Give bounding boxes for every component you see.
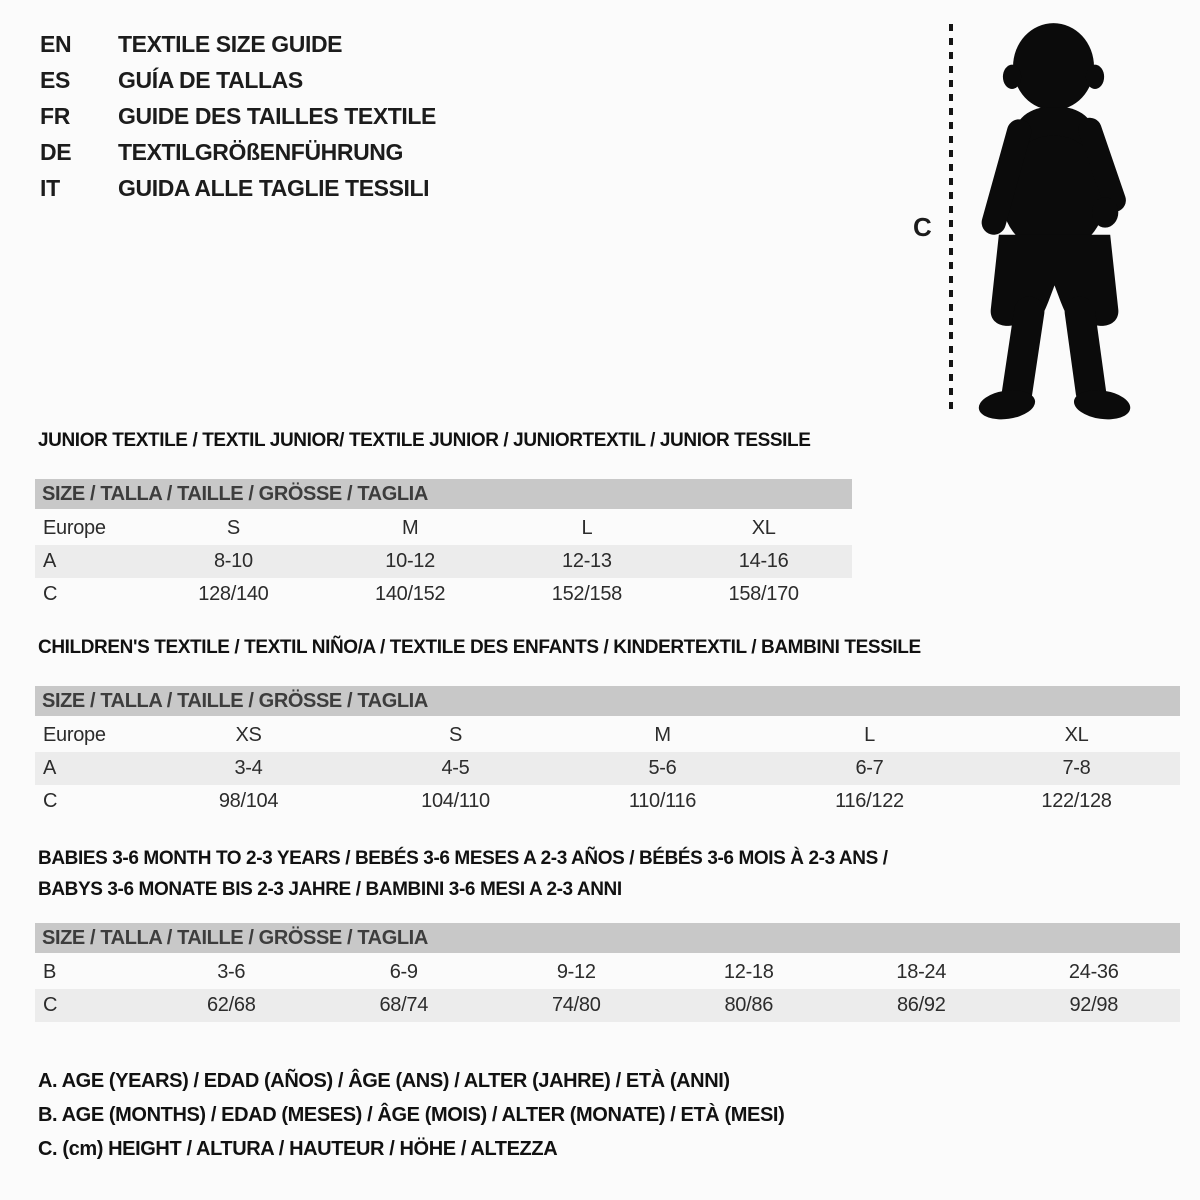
table-cell: 14-16 bbox=[675, 545, 852, 578]
table-cell: 110/116 bbox=[628, 790, 697, 812]
language-row bbox=[40, 26, 436, 62]
table-cell: 7-8 bbox=[973, 752, 1180, 785]
table-cell: 86/92 bbox=[835, 989, 1008, 1022]
language-title: GUIDE DES TAILLES TEXTILE bbox=[118, 102, 436, 129]
language-title: GUIDA ALLE TAGLIE TESSILI bbox=[118, 174, 430, 201]
row-label: C bbox=[35, 989, 145, 1022]
table-cell: XS bbox=[235, 724, 262, 746]
legend-line-b: B. AGE (MONTHS) / EDAD (MESES) / ÂGE (MOIS) / ALTER (MONATE) / ETÀ (MESI) bbox=[38, 1104, 785, 1126]
table-cell: M bbox=[401, 517, 419, 539]
table-cell: 12-18 bbox=[723, 961, 774, 983]
table-row bbox=[35, 785, 1180, 818]
junior-size-header-bar: SIZE / TALLA / TAILLE / GRÖSSE / TAGLIA bbox=[35, 479, 852, 509]
language-row bbox=[40, 98, 436, 134]
babies-section-title bbox=[38, 843, 1180, 905]
junior-textile-section bbox=[35, 430, 852, 611]
table-cell: 92/98 bbox=[1008, 989, 1181, 1022]
table-cell: XL bbox=[1064, 724, 1089, 746]
language-row bbox=[40, 62, 436, 98]
language-title: TEXTILGRÖßENFÜHRUNG bbox=[118, 138, 403, 165]
junior-section-title: JUNIOR TEXTILE / TEXTIL JUNIOR/ TEXTILE JUNIOR / JUNIORTEXTIL / JUNIOR TESSILE bbox=[38, 430, 811, 451]
table-row bbox=[35, 545, 852, 578]
table-cell: M bbox=[654, 724, 671, 746]
table-cell: 18-24 bbox=[896, 961, 947, 983]
language-code: DE bbox=[40, 138, 72, 165]
table-cell: 6-7 bbox=[766, 752, 973, 785]
children-size-header-bar: SIZE / TALLA / TAILLE / GRÖSSE / TAGLIA bbox=[35, 686, 1180, 716]
language-code: IT bbox=[40, 174, 60, 201]
row-label: Europe bbox=[43, 724, 106, 746]
table-cell: 24-36 bbox=[1068, 961, 1119, 983]
table-cell: S bbox=[448, 724, 463, 746]
table-cell: 6-9 bbox=[389, 961, 418, 983]
legend-line-a: A. AGE (YEARS) / EDAD (AÑOS) / ÂGE (ANS) / ALTER (JAHRE) / ETÀ (ANNI) bbox=[38, 1070, 730, 1092]
legend-line-c: C. (cm) HEIGHT / ALTURA / HAUTEUR / HÖHE / ALTEZZA bbox=[38, 1138, 558, 1160]
language-title: TEXTILE SIZE GUIDE bbox=[118, 30, 343, 57]
table-row bbox=[35, 752, 1180, 785]
table-cell: 3-6 bbox=[217, 961, 246, 983]
row-label: A bbox=[35, 752, 145, 785]
table-cell: 8-10 bbox=[145, 545, 322, 578]
table-cell: 152/158 bbox=[551, 583, 622, 605]
measurement-legend bbox=[38, 1064, 784, 1166]
table-row bbox=[35, 956, 1180, 989]
table-cell: 12-13 bbox=[499, 545, 676, 578]
height-dashed-line bbox=[949, 24, 953, 416]
babies-title-line2: BABYS 3-6 MONATE BIS 2-3 JAHRE / BAMBINI 3-6 MESI A 2-3 ANNI bbox=[38, 879, 622, 900]
table-cell: 158/170 bbox=[728, 583, 799, 605]
table-cell: L bbox=[581, 517, 593, 539]
table-cell: 3-4 bbox=[145, 752, 352, 785]
babies-title-line1: BABIES 3-6 MONTH TO 2-3 YEARS / BEBÉS 3-6 MESES A 2-3 AÑOS / BÉBÉS 3-6 MOIS À 2-3 ANS / bbox=[38, 848, 888, 869]
children-textile-section bbox=[35, 637, 1180, 818]
language-list bbox=[40, 26, 436, 206]
language-row bbox=[40, 134, 436, 170]
babies-size-table bbox=[35, 956, 1180, 1022]
language-row bbox=[40, 170, 436, 206]
table-cell: 9-12 bbox=[556, 961, 596, 983]
table-cell: 128/140 bbox=[198, 583, 269, 605]
baby-silhouette-icon bbox=[960, 10, 1145, 430]
table-cell: 74/80 bbox=[490, 989, 663, 1022]
table-cell: XL bbox=[751, 517, 776, 539]
babies-textile-section bbox=[35, 843, 1180, 1022]
table-cell: 104/110 bbox=[421, 790, 490, 812]
row-label: C bbox=[43, 583, 58, 605]
table-cell: 98/104 bbox=[218, 790, 279, 812]
table-cell: S bbox=[226, 517, 240, 539]
height-measure-label: C bbox=[913, 212, 932, 242]
table-row bbox=[35, 719, 1180, 752]
row-label: C bbox=[43, 790, 58, 812]
table-cell: 116/122 bbox=[835, 790, 904, 812]
junior-size-table bbox=[35, 512, 852, 611]
table-row bbox=[35, 578, 852, 611]
language-code: FR bbox=[40, 102, 71, 129]
table-cell: L bbox=[864, 724, 875, 746]
row-label: Europe bbox=[43, 517, 106, 539]
language-code: EN bbox=[40, 30, 72, 57]
table-cell: 62/68 bbox=[145, 989, 318, 1022]
children-section-title: CHILDREN'S TEXTILE / TEXTIL NIÑO/A / TEXTILE DES ENFANTS / KINDERTEXTIL / BAMBINI TESSILE bbox=[38, 637, 921, 658]
table-cell: 68/74 bbox=[318, 989, 491, 1022]
table-cell: 122/128 bbox=[1041, 790, 1112, 812]
table-cell: 10-12 bbox=[322, 545, 499, 578]
row-label: A bbox=[35, 545, 145, 578]
table-cell: 80/86 bbox=[663, 989, 836, 1022]
children-size-table bbox=[35, 719, 1180, 818]
table-cell: 4-5 bbox=[352, 752, 559, 785]
babies-size-header-bar: SIZE / TALLA / TAILLE / GRÖSSE / TAGLIA bbox=[35, 923, 1180, 953]
language-title: GUÍA DE TALLAS bbox=[118, 66, 303, 93]
row-label: B bbox=[43, 961, 57, 983]
table-row bbox=[35, 989, 1180, 1022]
table-cell: 5-6 bbox=[559, 752, 766, 785]
language-code: ES bbox=[40, 66, 71, 93]
table-cell: 140/152 bbox=[375, 583, 446, 605]
table-row bbox=[35, 512, 852, 545]
